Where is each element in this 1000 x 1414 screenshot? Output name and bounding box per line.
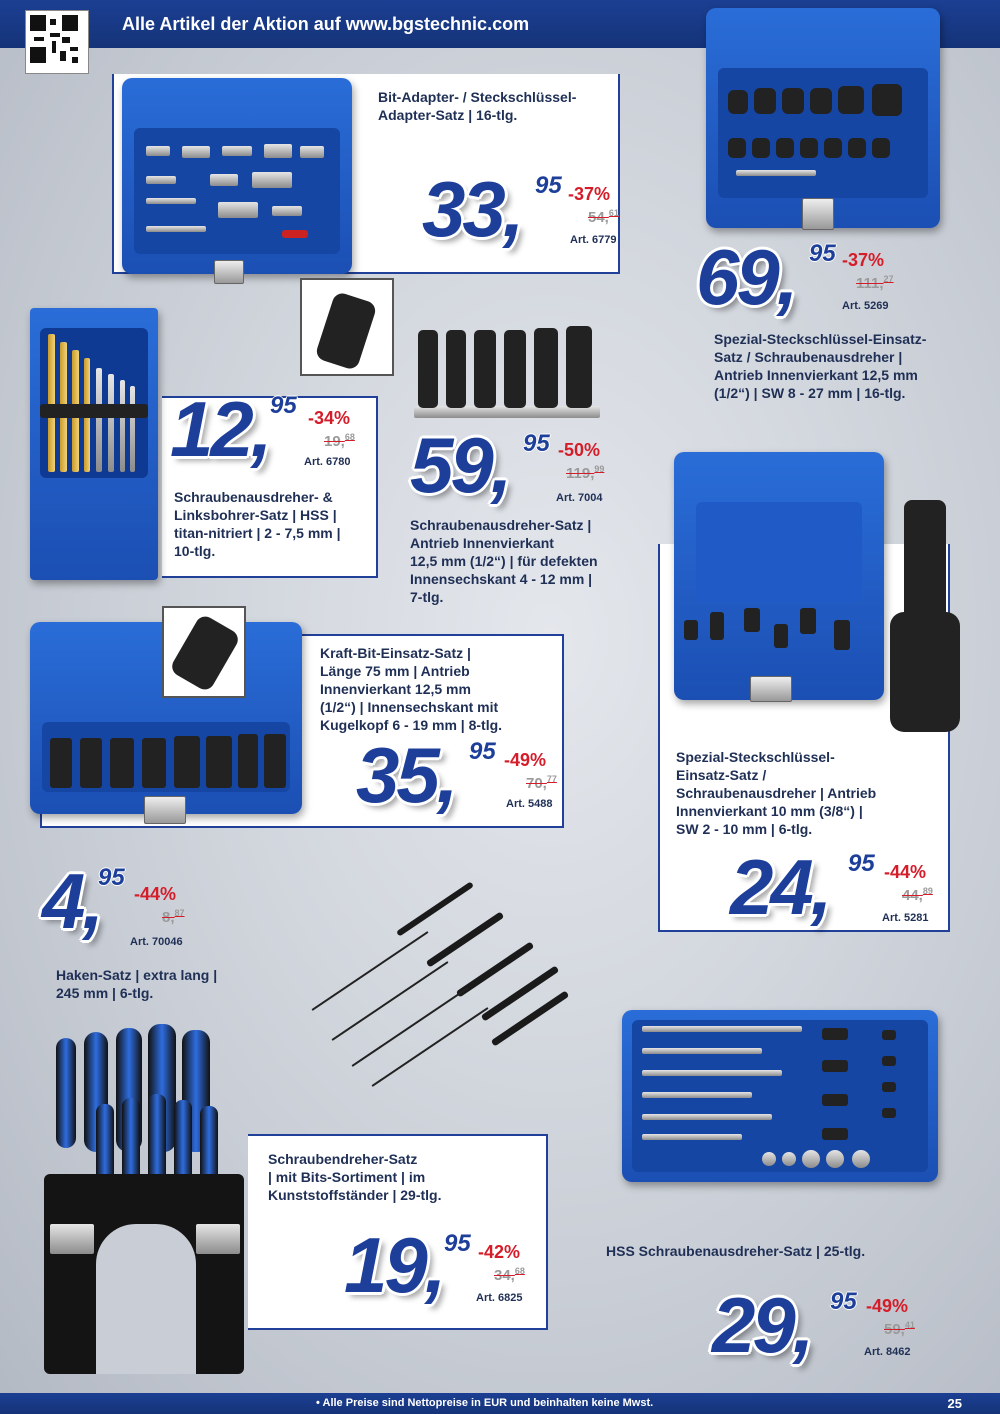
discount-badge: -37%	[568, 184, 611, 204]
product-description: Bit-Adapter- / Steckschlüssel- Adapter-Satz | 16-tlg.	[378, 89, 577, 123]
old-price: 111,27	[856, 274, 894, 292]
price-tag-6779	[422, 164, 642, 254]
product-image-left-drill-set	[30, 308, 158, 580]
price-integer: 29,	[712, 1281, 812, 1369]
price-cents: 95	[535, 172, 562, 199]
product-description: HSS Schraubenausdreher-Satz | 25-tlg.	[606, 1243, 866, 1259]
article-number: Art. 7004	[556, 492, 603, 504]
price-cents: 95	[270, 392, 297, 419]
price-cents: 95	[444, 1230, 471, 1257]
old-price: 119,99	[566, 464, 605, 482]
old-price: 70,77	[526, 774, 557, 792]
price-cents: 95	[469, 738, 496, 765]
article-number: Art. 6779	[570, 234, 617, 246]
discount-badge: -42%	[478, 1242, 521, 1262]
footer-note: • Alle Preise sind Nettopreise in EUR und beinhalten keine Mwst.	[316, 1397, 654, 1409]
price-tag-7004	[410, 420, 630, 510]
discount-badge: -37%	[842, 250, 885, 270]
product-description: Schraubenausdreher- & Linksbohrer-Satz | HSS | titan-nitriert | 2 - 7,5 mm | 10-tlg.	[174, 489, 341, 559]
product-image-extractor-socket	[882, 500, 968, 736]
old-price: 59,41	[884, 1320, 915, 1338]
article-number: Art. 6825	[476, 1292, 523, 1304]
price-integer: 59,	[410, 421, 510, 509]
price-tag-5269	[696, 232, 916, 322]
price-cents: 95	[848, 850, 875, 877]
price-tag-5488	[356, 730, 576, 820]
product-detail-inset	[162, 606, 246, 698]
price-integer: 19,	[344, 1221, 444, 1309]
price-cents: 95	[98, 864, 125, 891]
price-integer: 24,	[730, 843, 830, 931]
product-description: Spezial-Steckschlüssel-Einsatz- Satz / Schraubenausdreher | Antrieb Innenvierkant 12,5 mm (1/2“) | SW 8 - 27 mm | 16-tlg.	[714, 331, 927, 401]
product-image-extractor-socket-set	[706, 8, 940, 228]
discount-badge: -50%	[558, 440, 601, 460]
product-description: Spezial-Steckschlüssel- Einsatz-Satz / Schraubenausdreher | Antrieb Innenvierkant 10 mm (3/8“) | SW 2 - 10 mm | 6-tlg.	[676, 749, 877, 837]
old-price: 19,68	[324, 432, 355, 450]
article-number: Art. 6780	[304, 456, 351, 468]
price-tag-6825	[344, 1220, 564, 1310]
old-price: 34,68	[494, 1266, 525, 1284]
article-number: Art. 5281	[882, 912, 929, 924]
product-image-adapter-set	[122, 78, 352, 274]
product-detail-inset	[300, 278, 394, 376]
old-price: 8,87	[162, 908, 185, 926]
price-cents: 95	[830, 1288, 857, 1315]
product-image-hook-set	[280, 850, 580, 1070]
product-image-hss-extractor-set	[622, 1010, 938, 1182]
old-price: 54,61	[588, 208, 619, 226]
product-description: Haken-Satz | extra lang | 245 mm | 6-tlg.	[56, 967, 218, 1001]
article-number: Art. 5269	[842, 300, 889, 312]
discount-badge: -44%	[134, 884, 177, 904]
price-cents: 95	[809, 240, 836, 267]
product-image-extractor-6pc	[674, 452, 884, 700]
product-description: Schraubenausdreher-Satz | Antrieb Innenvierkant 12,5 mm (1/2“) | für defekten Innensechskant 4 - 12 mm | 7-tlg.	[410, 517, 598, 605]
price-integer: 35,	[356, 731, 456, 819]
price-integer: 12,	[170, 385, 270, 473]
page-number: 25	[947, 1396, 962, 1411]
discount-badge: -44%	[884, 862, 927, 882]
discount-badge: -49%	[866, 1296, 909, 1316]
product-image-extractor-7pc	[412, 324, 602, 424]
product-description: Kraft-Bit-Einsatz-Satz | Länge 75 mm | Antrieb Innenvierkant 12,5 mm (1/2“) | Innensechskant mit Kugelkopf 6 - 19 mm | 8-tlg.	[320, 645, 503, 733]
discount-badge: -49%	[504, 750, 547, 770]
price-tag-5281	[730, 842, 950, 932]
price-integer: 4,	[42, 857, 102, 945]
old-price: 44,89	[902, 886, 933, 904]
article-number: Art. 8462	[864, 1346, 911, 1358]
product-description: Schraubendreher-Satz | mit Bits-Sortiment | im Kunststoffständer | 29-tlg.	[268, 1151, 442, 1203]
article-number: Art. 5488	[506, 798, 553, 810]
price-integer: 69,	[696, 233, 796, 321]
price-integer: 33,	[422, 165, 522, 253]
discount-badge: -34%	[308, 408, 351, 428]
qr-code-icon[interactable]	[25, 10, 89, 74]
price-tag-6780	[170, 384, 390, 474]
price-tag-8462	[712, 1280, 932, 1370]
article-number: Art. 70046	[130, 936, 183, 948]
product-image-screwdriver-stand	[36, 1024, 256, 1378]
footer-bar	[0, 1393, 1000, 1414]
price-tag-70046	[42, 856, 262, 946]
website-banner-text[interactable]: Alle Artikel der Aktion auf www.bgstechnic.com	[122, 14, 530, 34]
price-cents: 95	[523, 430, 550, 457]
